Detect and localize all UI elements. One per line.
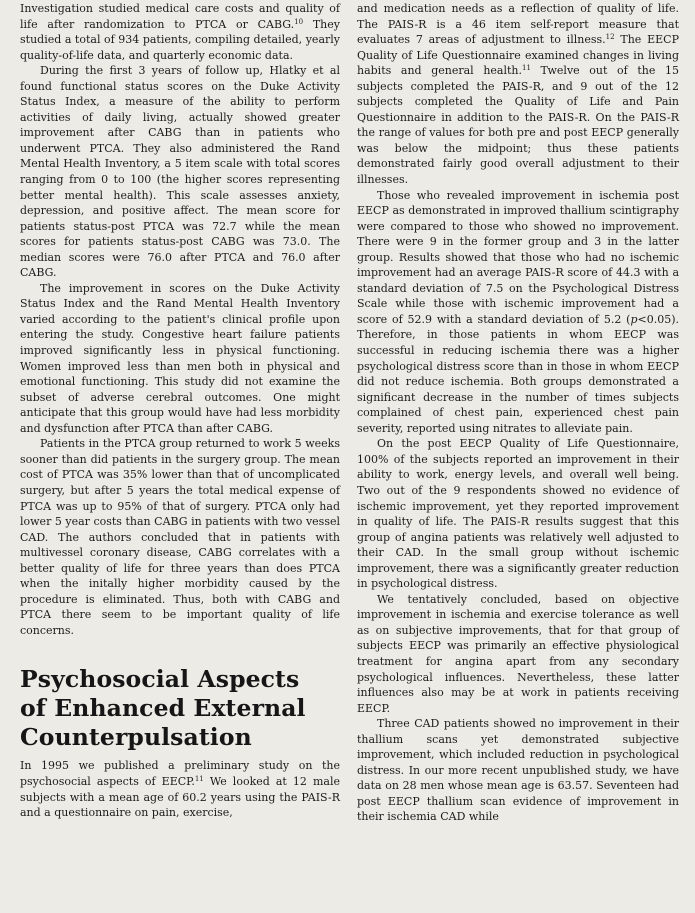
left-paragraph-5: In 1995 we published a preliminary study on the psychosocial aspects of EECP.$^{11}$ We looked at 12 male subjects with a mean age of 60.2 years using the PAIS-R and a questionnaire on pain, exercise, [20,759,340,820]
right-paragraph-5: Three CAD patients showed no improvement in their thallium scans yet demonstrated subjective improvement, which included reduction in psychological distress. In our more recent unpublished study, we have data on 28 men whose mean age is 63.57. Seventeen had post EECP thallium scan evidence of improvement in their ischemia CAD while [357,717,679,824]
heading-line-3: Counterpulsation [20,723,252,752]
p-value-symbol: p [630,312,638,326]
reference-11: 11 [522,64,531,73]
heading-line-2: of Enhanced External [20,694,306,723]
left-paragraph-4: Patients in the PTCA group returned to work 5 weeks sooner than did patients in the surgery group. The mean cost of PTCA was 35% lower than that of uncomplicated surgery, but after 5 years the total medical expense of PTCA was up to 95% of that of surgery. PTCA only had lower 5 year costs than CABG in patients with two vessel CAD. The authors concluded that in patients with multivessel coronary disease, CABG correlates with a better quality of life for three years than does PTCA when the initally higher morbidity caused by the procedure is eliminated. Thus, both with CABG and PTCA there seem to be important quality of life concerns. [20,437,340,637]
left-paragraph-3: The improvement in scores on the Duke Activity Status Index and the Rand Mental Health Inventory varied according to the patient's clinical profile upon entering the study. Congestive heart failure patients improved significantly less in physical functioning. Women improved less than men both in physical and emotional functioning. This study did not examine the subset of adverse cerebral outcomes. One might anticipate that this group would have had less morbidity and dysfunction after PTCA than after CABG. [20,281,340,435]
section-heading [20,665,340,752]
reference-11: 11 [194,774,204,783]
heading-line-1: Psychosocial Aspects [20,665,300,694]
right-paragraph-4: We tentatively concluded, based on objective improvement in ischemia and exercise tolerance as well as on subjective improvements, that for that group of subjects EECP was primarily an effective physiological treatment for angina apart from any secondary psychological influences. Nevertheless, these latter influences also may be at work in patients receiving EECP. [357,592,679,715]
reference-12: 12 [605,33,615,42]
left-paragraph-1: Investigation studied medical care costs and quality of life after randomization to PTCA or CABG.$^{10}$ They studied a total of 934 patients, compiling detailed, yearly quality-of-life data, and quarterly economic data. [20,2,340,62]
left-column [20,1,340,821]
right-column [357,1,679,825]
left-paragraph-2: During the first 3 years of follow up, Hlatky et al found functional status scores on the Duke Activity Status Index, a measure of the ability to perform activities of daily living, actually showed greater improvement after CABG than in patients who underwent PTCA. They also administered the Rand Mental Health Inventory, a 5 item scale with total scores ranging from 0 to 100 (the higher scores representing better mental health). This scale assesses anxiety, depression, and positive affect. The mean score for patients status-post PTCA was 72.7 while the mean scores for patients status-post CABG was 73.0. The median scores were 76.0 after PTCA and 76.0 after CABG. [20,64,340,280]
reference-10: 10 [294,17,304,26]
right-paragraph-2: Those who revealed improvement in ischemia post EECP as demonstrated in improved thallium scintigraphy were compared to those who showed no improvement. There were 9 in the former group and 3 in the latter group. Results showed that those who had no ischemic improvement had an average PAIS-R score of 44.3 with a standard deviation of 7.5 on the Psychological Distress Scale while those with ischemic improvement had a score of 52.9 with a standard deviation of 5.2 (p<0.05). Therefore, in those patients in whom EECP was successful in reducing ischemia there was a higher psychological distress score than in those in whom EECP did not reduce ischemia. Both groups demonstrated a significant decrease in the number of times subjects complained of chest pain, experienced chest pain severity, reported using nitrates to alleviate pain. [357,188,679,435]
right-paragraph-3: On the post EECP Quality of Life Questionnaire, 100% of the subjects reported an improvement in their ability to work, energy levels, and overall well being. Two out of the 9 respondents showed no evidence of ischemic improvement, yet they reported improvement in quality of life. The PAIS-R results suggest that this group of angina patients was relatively well adjusted to their CAD. In the small group without ischemic improvement, there was a significantly greater reduction in psychological distress. [357,437,679,591]
right-paragraph-1: and medication needs as a reflection of quality of life. The PAIS-R is a 46 item self-report measure that evaluates 7 areas of adjustment to illness.$^{12}$ The EECP Quality of Life Questionnaire examined changes in living habits and general health.$^{11}$ Twelve out of the 15 subjects completed the PAIS-R, and 9 out of the 12 subjects completed the Quality of Life and Pain Questionnaire in addition to the PAIS-R. On the PAIS-R the range of values for both pre and post EECP generally was below the midpoint; thus these patients demonstrated fairly good overall adjustment to their illnesses. [357,2,680,187]
